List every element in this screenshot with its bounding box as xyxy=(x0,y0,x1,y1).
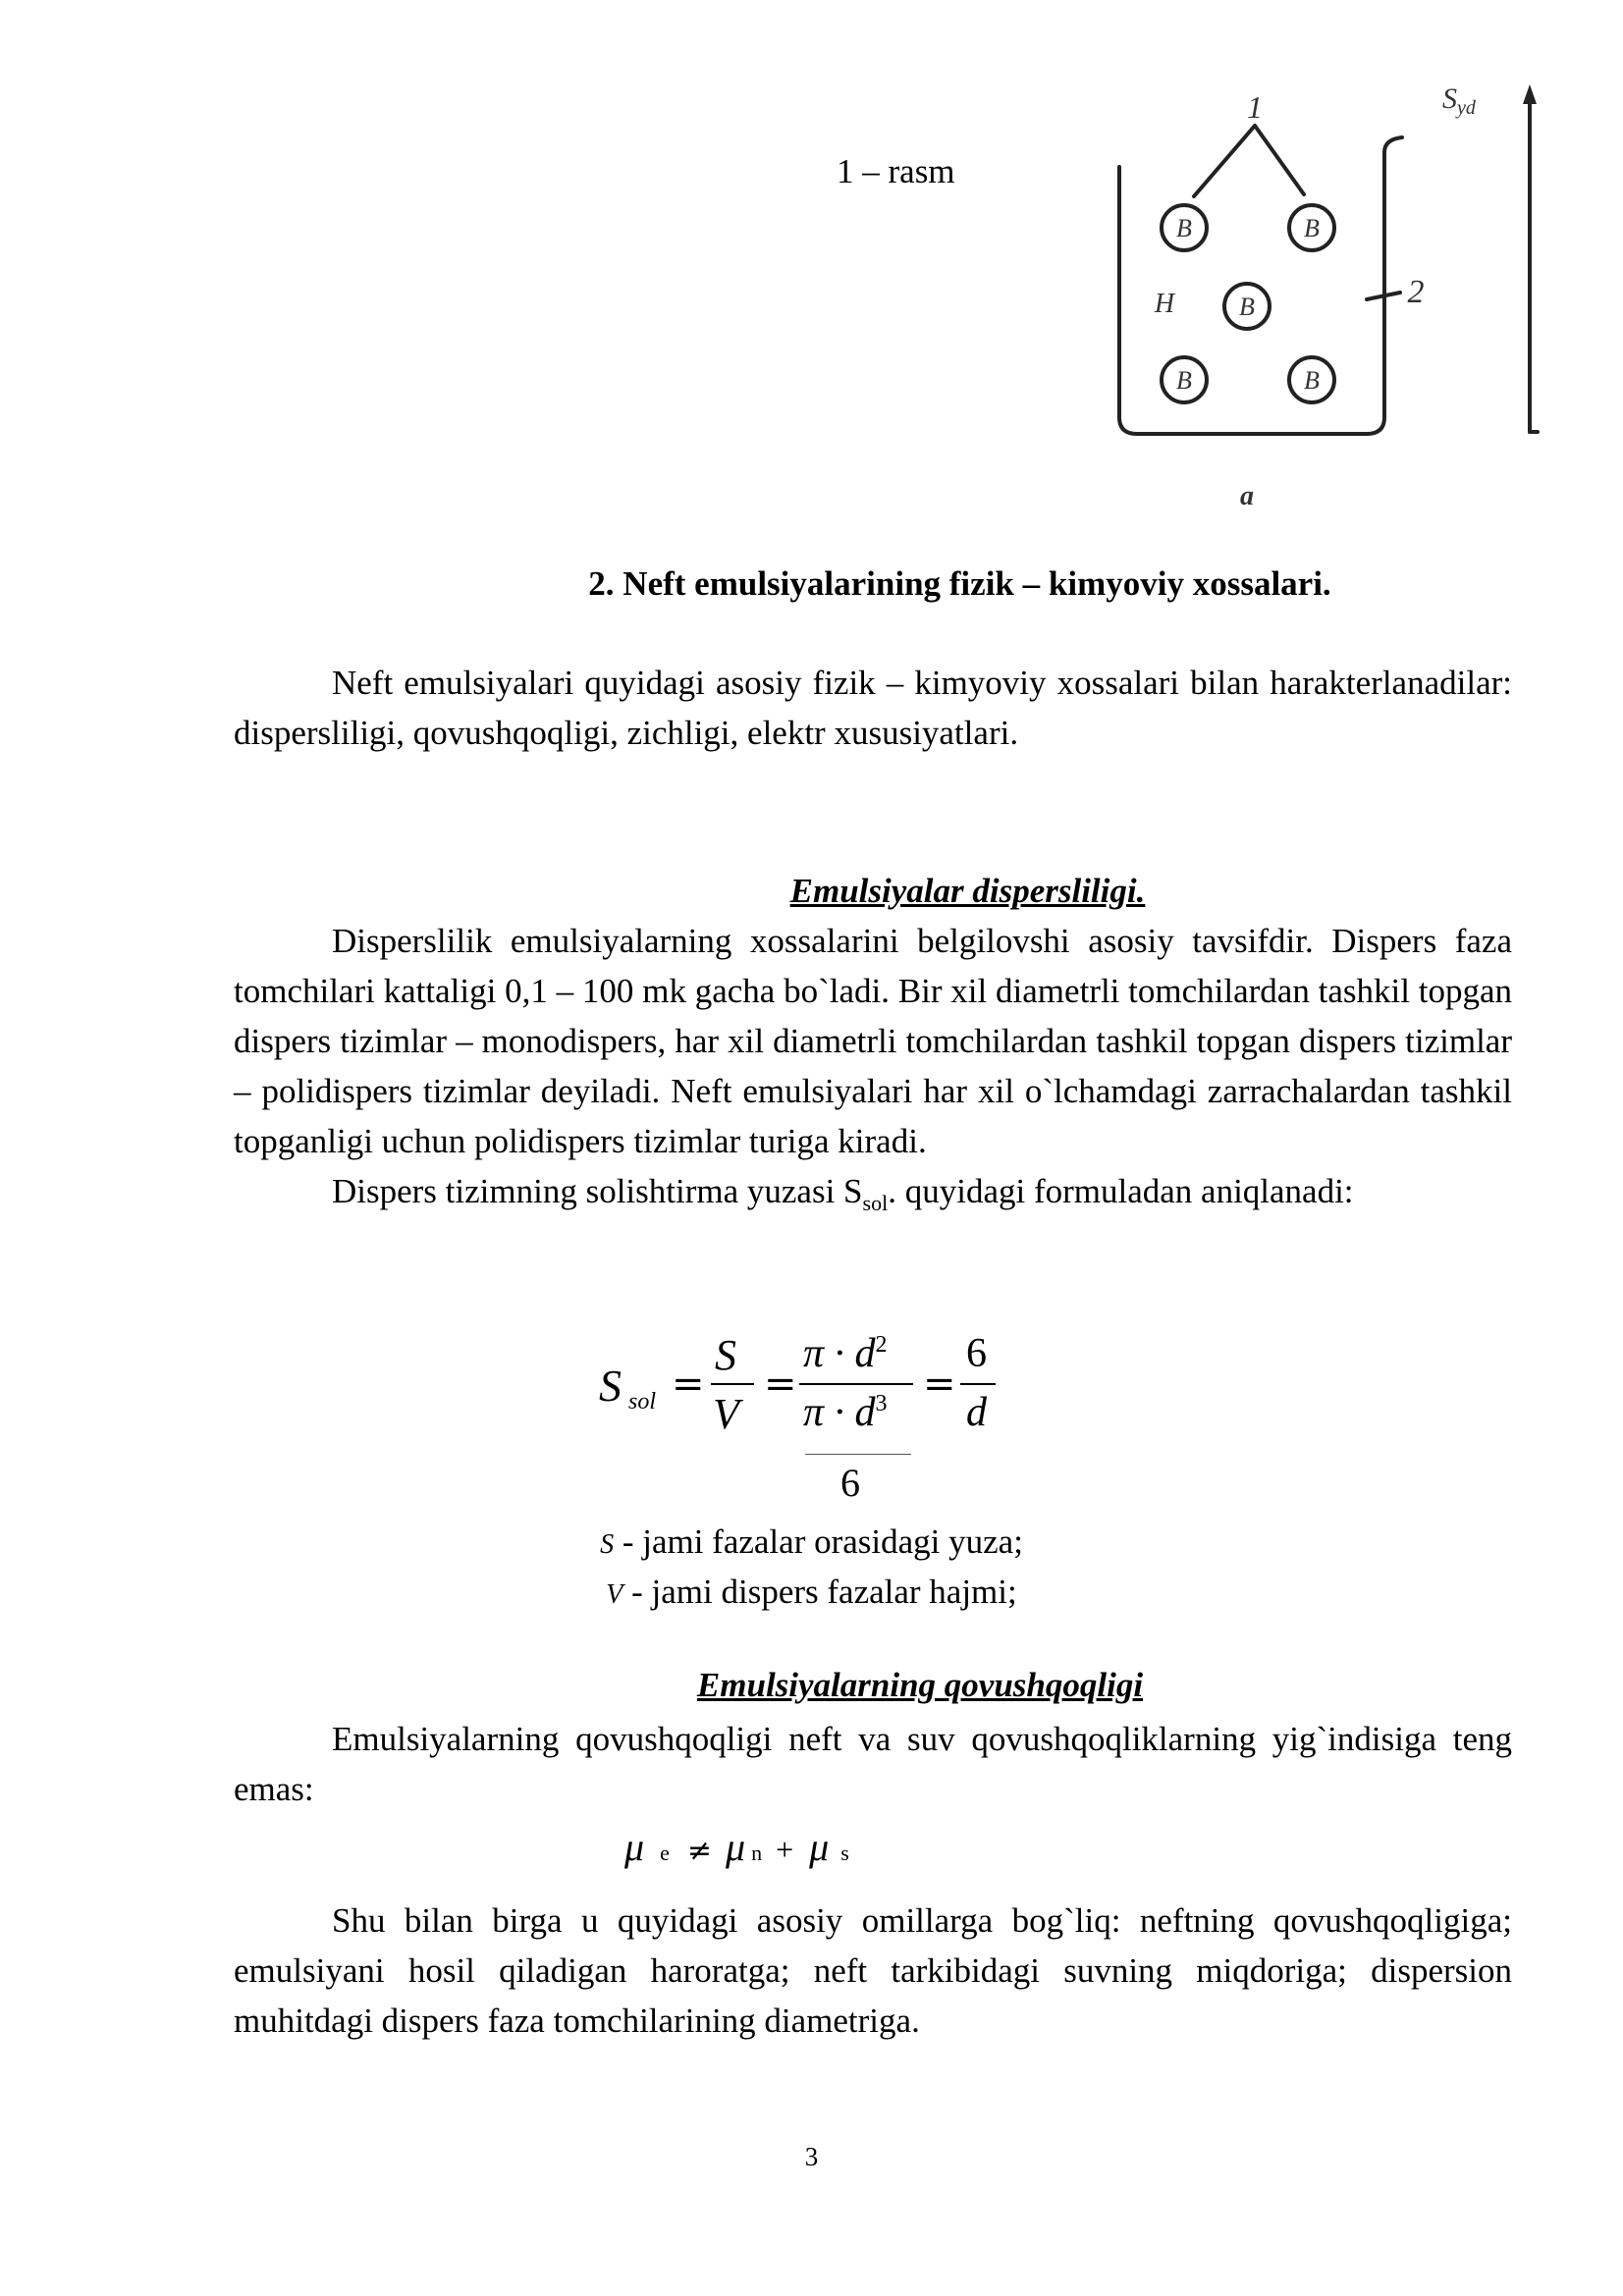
frac1-denominator: V xyxy=(713,1390,739,1438)
formula-viscosity: μe ≠ μ n + μ s xyxy=(624,1825,849,1869)
frac2-denominator-top: $\pi \cdot d^3$ xyxy=(803,1390,888,1435)
pointer-line-right xyxy=(1255,126,1304,194)
section-heading: 2. Neft emulsiyalarining fizik – kimyoviy xossalari. xyxy=(588,564,1331,603)
label-1: 1 xyxy=(1247,89,1263,125)
formula-lhs-sub: sol xyxy=(628,1389,657,1415)
frac3-denominator: d xyxy=(966,1390,987,1435)
viscosity-factors-paragraph: Shu bilan birga u quyidagi asosiy omillarga bog`liq: neftning qovushqoqligiga; emulsiyani hosil qiladigan haroratga; neft tarkibidagi suvning miqdoriga; dispersion muhitdagi dispers faza tomchilarining diametriga. xyxy=(234,1901,1512,2040)
droplet-label: B xyxy=(1304,366,1320,395)
pointer-line-left xyxy=(1194,126,1255,196)
frac3-numerator: 6 xyxy=(966,1331,987,1376)
dispersity-paragraph: Disperslilik emulsiyalarning xossalarini belgilovshi asosiy tavsifdir. Dispers faza tomchilari kattaligi 0,1 – 100 mk gacha bo`ladi. Bir xil diametrli tomchilardan tashkil topgan dispers tizimlar – monodispers, har xil diametrli tomchilardan tashkil topgan dispers tizimlar – polidispers tizimlar deyiladi. Neft emulsiyalari har xil o`lchamdagi zarrachalardan tashkil topganligi uchun polidispers tizimlar turiga kiradi. Dispers tizimning solishtirma yuzasi $S_{sol}$. quyidagi formuladan aniqlanadi: xyxy=(234,916,1512,1228)
label-2: 2 xyxy=(1407,274,1425,310)
figure-caption: 1 – rasm xyxy=(837,152,955,190)
frac3-bar xyxy=(960,1383,996,1385)
droplet-label: B xyxy=(1304,214,1320,242)
formula-intro: Dispers tizimning solishtirma yuzasi $S_{sol}$. quyidagi formuladan aniqlanadi: xyxy=(332,1172,1354,1215)
equals-sign: = xyxy=(672,1362,705,1407)
frac2-denominator-bottom: 6 xyxy=(840,1461,860,1505)
formula-lhs: S xyxy=(599,1361,622,1411)
figure-emulsion-vessel xyxy=(1090,79,1542,510)
label-a: a xyxy=(1240,481,1254,510)
phase-label: H xyxy=(1154,289,1175,319)
page-number: 3 xyxy=(804,2142,819,2171)
equals-sign: = xyxy=(764,1362,797,1407)
equals-sign: = xyxy=(923,1362,956,1407)
frac2-bar xyxy=(799,1383,913,1385)
legend-s: S - jami fazalar orasidagi yuza; xyxy=(600,1522,1023,1561)
frac2-inner-bar xyxy=(805,1454,911,1455)
axis-arrow-head xyxy=(1523,84,1537,104)
droplet-label: B xyxy=(1176,366,1192,395)
formula-specific-surface xyxy=(589,1320,1100,1517)
droplet-label: B xyxy=(1176,214,1192,242)
axis-label: $S_{yd}$ xyxy=(1442,82,1476,119)
dispersity-heading: Emulsiyalar dispersliligi. xyxy=(789,872,1146,910)
intro-paragraph: Neft emulsiyalari quyidagi asosiy fizik – kimyoviy xossalari bilan harakterlanadilar: dispersliligi, qovushqoqligi, zichligi, elektr xususiyatlari. xyxy=(234,664,1512,752)
legend-v: V - jami dispers fazalar hajmi; xyxy=(606,1573,1017,1611)
droplet-label: B xyxy=(1239,293,1255,321)
frac1-bar xyxy=(711,1383,754,1385)
viscosity-paragraph: Emulsiyalarning qovushqoqligi neft va suv qovushqoqliklarning yig`indisiga teng emas: xyxy=(234,1720,1512,1808)
frac2-numerator: $\pi \cdot d^2$ xyxy=(803,1331,888,1376)
frac1-numerator: S xyxy=(715,1331,736,1379)
viscosity-heading: Emulsiyalarning qovushqoqligi xyxy=(696,1666,1144,1704)
